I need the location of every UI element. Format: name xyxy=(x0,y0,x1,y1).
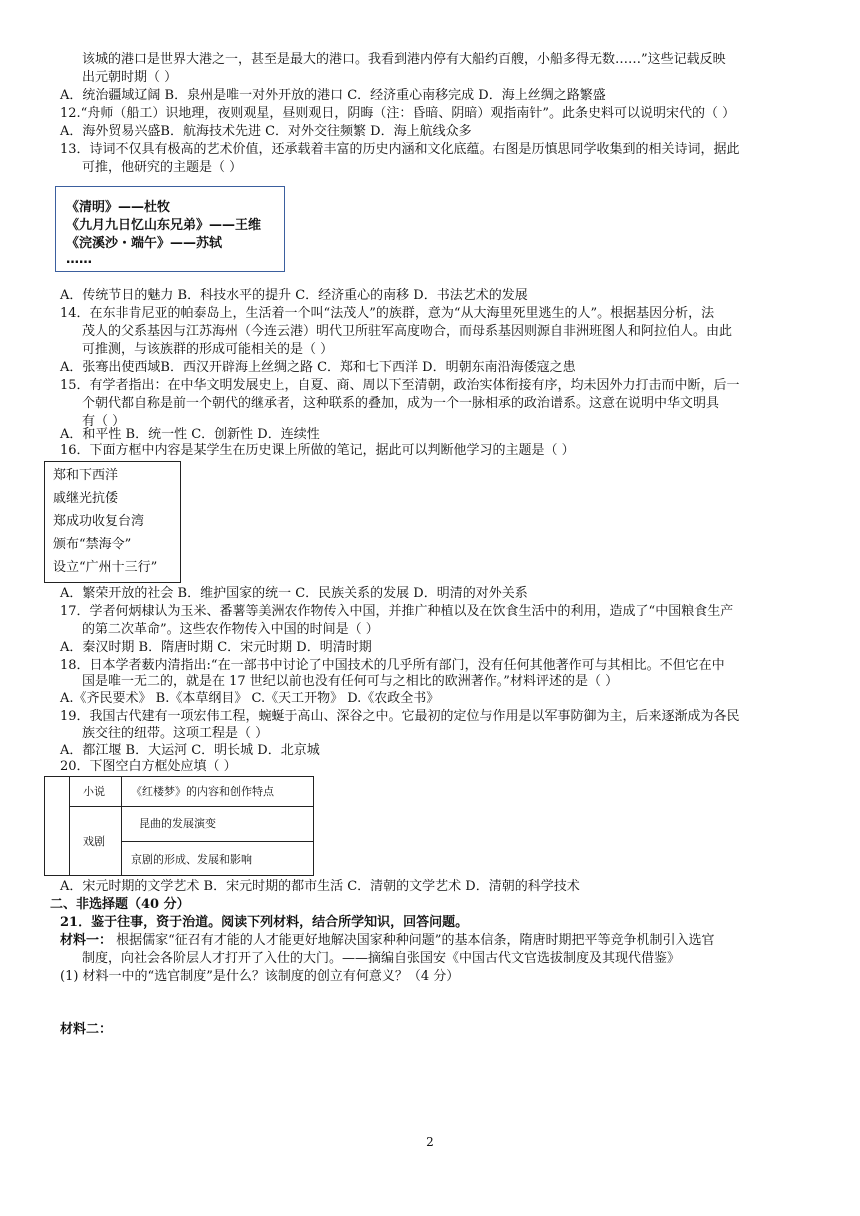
q19-stem-line1: 19．我国古代建有一项宏伟工程，蜿蜒于高山、深谷之中。它最初的定位与作用是以军事防御为主，后来逐渐成为各民 xyxy=(60,709,740,724)
note-line: 颁布“禁海令” xyxy=(53,537,132,552)
table-cell-content: 昆曲的发展演变 xyxy=(139,817,216,830)
q20-options: A．宋元时期的文学艺术 B．宋元时期的都市生活 C．清朝的文学艺术 D．清朝的科学技术 xyxy=(60,879,580,894)
page-number: 2 xyxy=(426,1135,434,1149)
q15-stem-line2: 个朝代都自称是前一个朝代的继承者，这种联系的叠加，成为一个一脉相承的政治谱系。这意在说明中华文明具 xyxy=(82,396,720,411)
q19-options: A．都江堰 B．大运河 C．明长城 D．北京城 xyxy=(60,743,320,758)
q11-stem-line2: 出元朝时期（ ） xyxy=(82,70,178,85)
q20-table xyxy=(44,776,314,876)
q13-options: A．传统节日的魅力 B．科技水平的提升 C．经济重心的南移 D．书法艺术的发展 xyxy=(60,288,528,303)
q12-options: A．海外贸易兴盛B．航海技术先进 C．对外交往频繁 D．海上航线众多 xyxy=(60,124,472,139)
table-cell-content: 京剧的形成、发展和影响 xyxy=(131,853,252,866)
table-divider xyxy=(69,777,70,875)
table-cell-label: 小说 xyxy=(83,785,105,798)
q12-stem: 12.“舟师（船工）识地理，夜则观星，昼则观日，阴晦（注：昏暗、阴暗）观指南针”。此条史料可以说明宋代的（ ） xyxy=(60,106,736,121)
table-divider xyxy=(69,806,313,807)
material-1-line2: 制度，向社会各阶层人才打开了入仕的大门。——摘编自张国安《中国古代文官选拔制度及其现代借鉴》 xyxy=(82,951,681,966)
q15-stem-line1: 15．有学者指出：在中华文明发展史上，自夏、商、周以下至清朝，政治实体衔接有序，均未因外力打击而中断，后一 xyxy=(60,378,740,393)
note-line: 设立“广州十三行” xyxy=(53,560,158,575)
note-line: 郑成功收复台湾 xyxy=(53,514,145,529)
table-cell-content: 《红楼梦》的内容和创作特点 xyxy=(131,785,274,798)
notes-box xyxy=(44,461,181,583)
q13-stem-line1: 13．诗词不仅具有极高的艺术价值，还承载着丰富的历史内涵和文化底蕴。右图是历慎思同学收集到的相关诗词，据此 xyxy=(60,142,740,157)
q19-stem-line2: 族交往的纽带。这项工程是（ ） xyxy=(82,726,269,741)
note-line: 戚继光抗倭 xyxy=(53,491,119,506)
q17-stem-line1: 17．学者何炳棣认为玉米、番薯等美洲农作物传入中国，并推广种植以及在饮食生活中的利用，造成了“中国粮食生产 xyxy=(60,604,734,619)
q16-options: A．繁荣开放的社会 B．维护国家的统一 C．民族关系的发展 D．明清的对外关系 xyxy=(60,586,528,601)
q11-stem-line1: 该城的港口是世界大港之一，甚至是最大的港口。我看到港内停有大船约百艘，小船多得无数……”这些记载反映 xyxy=(82,52,726,67)
table-divider xyxy=(121,777,122,875)
q14-stem-line3: 可推测，与该族群的形成可能相关的是（ ） xyxy=(82,342,334,357)
q15-options: A．和平性 B．统一性 C．创新性 D．连续性 xyxy=(60,427,320,442)
material-1-text: 根据儒家“征召有才能的人才能更好地解决国家种种问题”的基本信条，隋唐时期把平等竞争机制引入选官 xyxy=(116,933,715,948)
q17-stem-line2: 的第二次革命”。这些农作物传入中国的时间是（ ） xyxy=(82,622,379,637)
q21-stem: 21．鉴于往事，资于治道。阅读下列材料，结合所学知识，回答问题。 xyxy=(60,915,469,930)
poem-box xyxy=(55,186,285,272)
material-2-label: 材料二： xyxy=(60,1022,113,1037)
q21-sub1: (1) 材料一中的“选官制度”是什么？该制度的创立有何意义？（4 分） xyxy=(60,969,460,984)
material-1-line1 xyxy=(60,933,820,949)
poem-line: 《浣溪沙・端午》——苏轼 xyxy=(66,236,223,251)
q14-stem-line2: 茂人的父系基因与江苏海州（今连云港）明代卫所驻军高度吻合，而母系基因则源自非洲班图人和阿拉伯人。由此 xyxy=(82,324,733,339)
q18-stem-line2: 国是唯一无二的，就是在 17 世纪以前也没有任何可与之相比的欧洲著作。”材料评述的是（ ） xyxy=(82,674,619,689)
q17-options: A．秦汉时期 B．隋唐时期 C．宋元时期 D．明清时期 xyxy=(60,640,372,655)
note-line: 郑和下西洋 xyxy=(53,468,119,483)
poem-line: 《九月九日忆山东兄弟》——王维 xyxy=(66,218,262,233)
q15-stem-line3: 有（ ） xyxy=(82,414,126,429)
poem-line: 《清明》——杜牧 xyxy=(66,200,171,215)
q18-options: A.《齐民要术》 B.《本草纲目》 C.《天工开物》 D.《农政全书》 xyxy=(60,691,440,706)
section-heading: 二、非选择题（40 分） xyxy=(50,897,190,912)
material-1-label: 材料一： xyxy=(60,933,113,948)
q18-stem-line1: 18．日本学者薮内清指出:“在一部书中讨论了中国技术的几乎所有部门，没有任何其他著作可与其相比。不但它在中 xyxy=(60,658,725,673)
poem-line: …… xyxy=(66,252,92,267)
q14-options: A．张骞出使西域B．西汉开辟海上丝绸之路 C．郑和七下西洋 D．明朝东南沿海倭寇之患 xyxy=(60,360,576,375)
q20-stem: 20．下图空白方框处应填（ ） xyxy=(60,759,237,774)
table-divider xyxy=(121,841,313,842)
q11-options: A．统治疆域辽阔 B．泉州是唯一对外开放的港口 C．经济重心南移完成 D．海上丝绸之路繁盛 xyxy=(60,88,606,103)
table-cell-label: 戏剧 xyxy=(83,835,105,848)
q14-stem-line1: 14．在东非肯尼亚的帕泰岛上，生活着一个叫“法茂人”的族群，意为“从大海里死里逃生的人”。根据基因分析，法 xyxy=(60,306,715,321)
q16-stem: 16．下面方框中内容是某学生在历史课上所做的笔记，据此可以判断他学习的主题是（ ） xyxy=(60,443,575,458)
q13-stem-line2: 可推，他研究的主题是（ ） xyxy=(82,160,243,175)
